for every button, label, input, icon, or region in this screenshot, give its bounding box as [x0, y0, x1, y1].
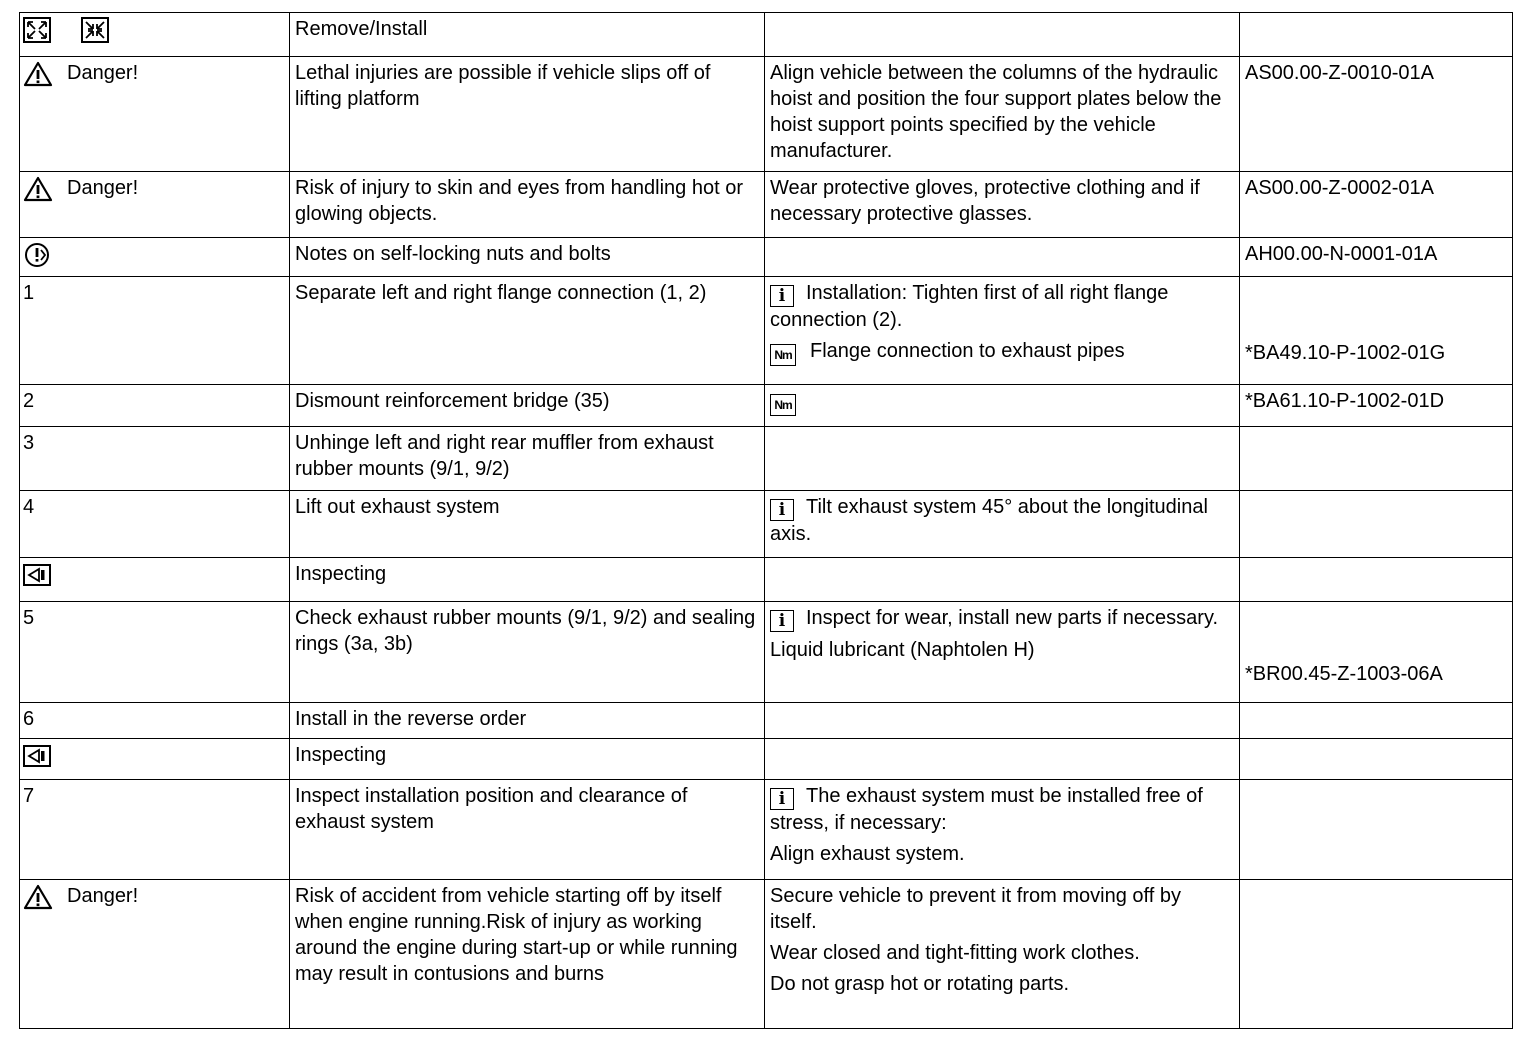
danger-label: Danger!: [67, 885, 139, 907]
step-note: Align vehicle between the columns of the hydraulic hoist and position the four support plates below the hoist support points specified by the vehicle manufacturer.: [765, 57, 1240, 172]
icon-cell: [20, 558, 290, 602]
info-icon: i: [770, 285, 794, 307]
note-cell: [765, 739, 1240, 780]
step-description: Notes on self-locking nuts and bolts: [290, 238, 765, 277]
table-row: [20, 172, 1513, 238]
reference-cell: [1240, 602, 1513, 703]
section-title: Inspecting: [290, 558, 765, 602]
note-cell: [765, 13, 1240, 57]
note-text: Liquid lubricant (Naphtolen H): [770, 639, 1035, 661]
step-description: Dismount reinforcement bridge (35): [290, 385, 765, 427]
icon-cell: [20, 238, 290, 277]
note-exclamation-icon: [23, 242, 51, 268]
step-number: 5: [20, 602, 290, 703]
reference-cell: [1240, 558, 1513, 602]
table-row: [20, 558, 1513, 602]
step-description: Lift out exhaust system: [290, 491, 765, 558]
info-icon: i: [770, 788, 794, 810]
step-note: [765, 491, 1240, 558]
note-text: The exhaust system must be installed free of stress, if necessary:: [770, 785, 1203, 834]
note-text: Inspect for wear, install new parts if necessary.: [806, 607, 1219, 629]
step-description: Check exhaust rubber mounts (9/1, 9/2) and sealing rings (3a, 3b): [290, 602, 765, 703]
note-text: Align exhaust system.: [770, 843, 965, 865]
table-row: [20, 385, 1513, 427]
info-icon: i: [770, 499, 794, 521]
step-number: 6: [20, 703, 290, 739]
icon-cell: [20, 13, 290, 57]
step-number: 2: [20, 385, 290, 427]
reference-link[interactable]: AS00.00-Z-0002-01A: [1240, 172, 1513, 238]
note-text: Wear closed and tight-fitting work clothes.: [770, 942, 1140, 964]
note-cell: [765, 558, 1240, 602]
warning-triangle-icon: [23, 176, 53, 202]
reference-link[interactable]: *BA49.10-P-1002-01G: [1245, 342, 1446, 364]
step-description: Separate left and right flange connection (1, 2): [290, 277, 765, 385]
danger-label: Danger!: [67, 62, 139, 84]
danger-cell: [20, 57, 290, 172]
table-row: [20, 277, 1513, 385]
table-row: [20, 13, 1513, 57]
step-note: [765, 277, 1240, 385]
note-text: Installation: Tighten first of all right flange connection (2).: [770, 282, 1169, 331]
note-cell: [765, 703, 1240, 739]
table-row: [20, 880, 1513, 1029]
step-number: 4: [20, 491, 290, 558]
expand-icon: [23, 17, 51, 43]
note-cell: [765, 238, 1240, 277]
step-note: [765, 385, 1240, 427]
step-note: [765, 780, 1240, 880]
step-description: Unhinge left and right rear muffler from exhaust rubber mounts (9/1, 9/2): [290, 427, 765, 491]
reference-cell: [1240, 277, 1513, 385]
table-row: [20, 602, 1513, 703]
reference-cell: [1240, 491, 1513, 558]
danger-cell: [20, 880, 290, 1029]
step-note: [765, 602, 1240, 703]
reference-cell: [1240, 780, 1513, 880]
step-description: Risk of injury to skin and eyes from handling hot or glowing objects.: [290, 172, 765, 238]
step-description: Risk of accident from vehicle starting off by itself when engine running.Risk of injury as working around the engine during start-up or while running may result in contusions and burns: [290, 880, 765, 1029]
reference-link[interactable]: AS00.00-Z-0010-01A: [1240, 57, 1513, 172]
step-number: 1: [20, 277, 290, 385]
note-text: Tilt exhaust system 45° about the longitudinal axis.: [770, 496, 1208, 545]
procedure-table: [19, 12, 1513, 1029]
reference-cell: [1240, 739, 1513, 780]
table-row: [20, 427, 1513, 491]
reference-link[interactable]: *BA61.10-P-1002-01D: [1240, 385, 1513, 427]
step-number: 7: [20, 780, 290, 880]
table-row: [20, 238, 1513, 277]
warning-triangle-icon: [23, 61, 53, 87]
danger-cell: [20, 172, 290, 238]
warning-triangle-icon: [23, 884, 53, 910]
step-note: Wear protective gloves, protective clothing and if necessary protective glasses.: [765, 172, 1240, 238]
note-cell: [765, 427, 1240, 491]
table-row: [20, 780, 1513, 880]
inspection-icon: [23, 564, 51, 586]
reference-cell: [1240, 427, 1513, 491]
table-row: [20, 703, 1513, 739]
step-description: Install in the reverse order: [290, 703, 765, 739]
table-row: [20, 491, 1513, 558]
danger-label: Danger!: [67, 177, 139, 199]
step-number: 3: [20, 427, 290, 491]
note-text: Flange connection to exhaust pipes: [810, 340, 1125, 362]
info-icon: i: [770, 610, 794, 632]
reference-cell: [1240, 703, 1513, 739]
section-title: Remove/Install: [290, 13, 765, 57]
note-text: Do not grasp hot or rotating parts.: [770, 973, 1070, 995]
torque-icon: Nm: [770, 394, 796, 416]
collapse-icon: [81, 17, 109, 43]
table-row: [20, 57, 1513, 172]
step-description: Lethal injuries are possible if vehicle slips off of lifting platform: [290, 57, 765, 172]
table-row: [20, 739, 1513, 780]
torque-icon: Nm: [770, 344, 796, 366]
step-note: [765, 880, 1240, 1029]
icon-cell: [20, 739, 290, 780]
reference-cell: [1240, 880, 1513, 1029]
note-text: Secure vehicle to prevent it from moving off by itself.: [770, 885, 1181, 933]
reference-link[interactable]: AH00.00-N-0001-01A: [1240, 238, 1513, 277]
step-description: Inspect installation position and clearance of exhaust system: [290, 780, 765, 880]
section-title: Inspecting: [290, 739, 765, 780]
inspection-icon: [23, 745, 51, 767]
reference-link[interactable]: *BR00.45-Z-1003-06A: [1245, 663, 1443, 685]
reference-cell: [1240, 13, 1513, 57]
